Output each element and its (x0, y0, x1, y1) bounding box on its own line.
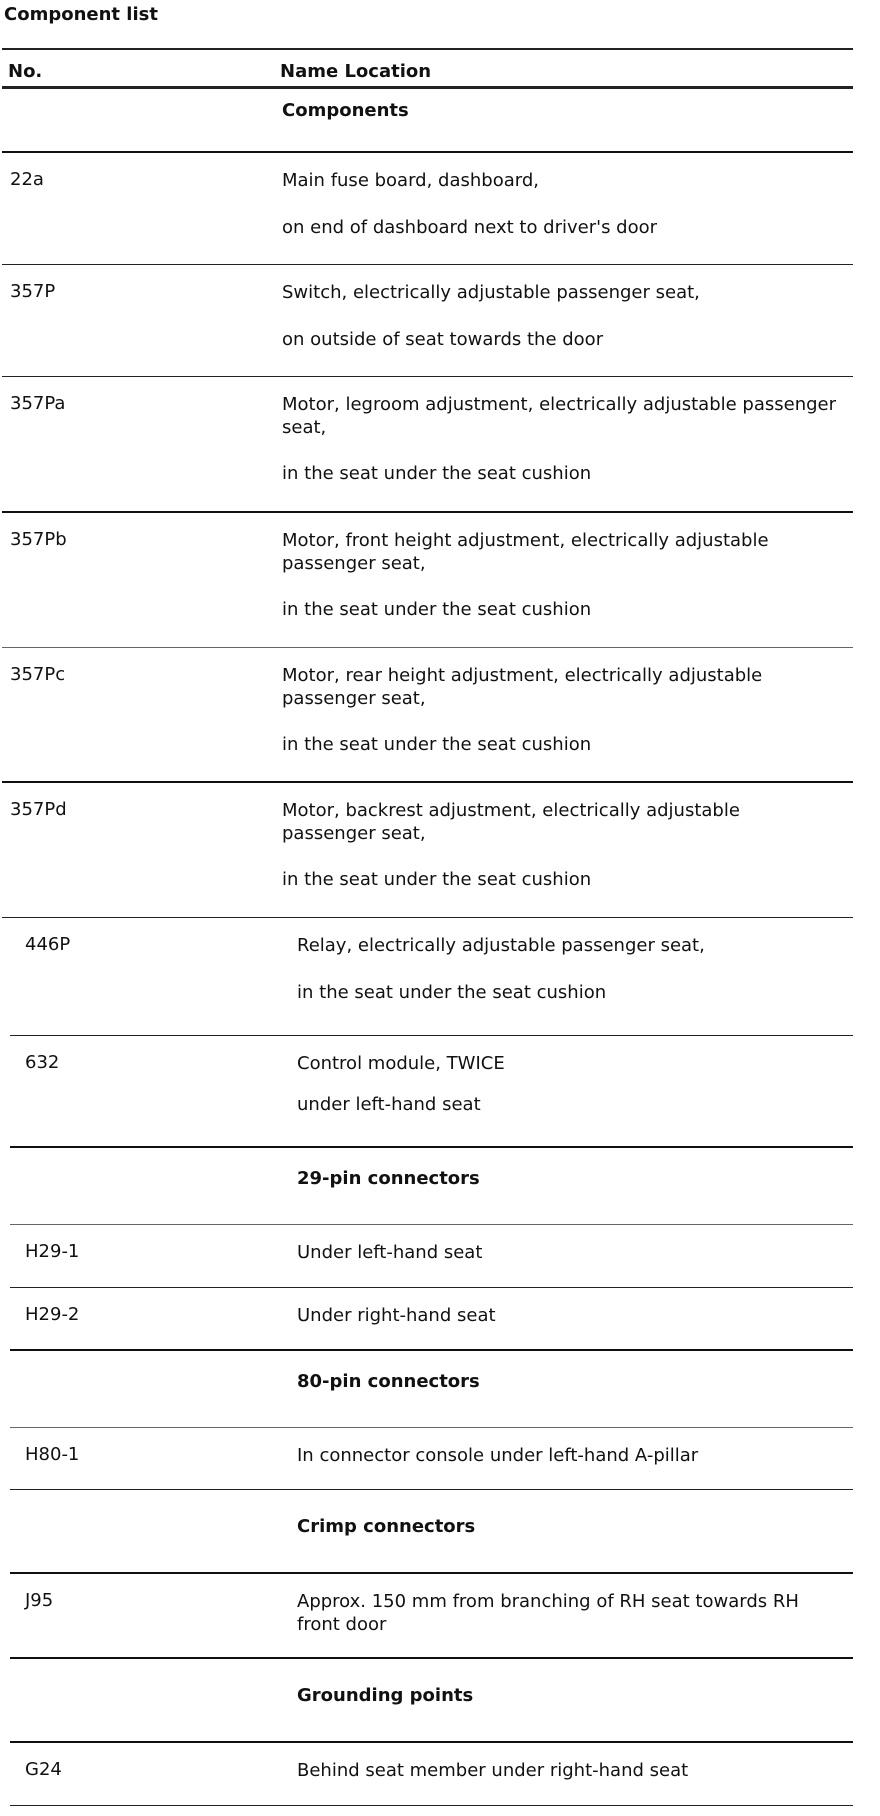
table-row (10, 1428, 853, 1490)
table-row (10, 1225, 853, 1288)
component-number: 357Pa (10, 393, 66, 414)
component-name: Motor, backrest adjustment, electrically adjustable passenger seat, (282, 800, 740, 844)
component-name: Switch, electrically adjustable passenger seat, (282, 282, 700, 303)
component-location: under left-hand seat (297, 1094, 481, 1115)
connector-number: J95 (25, 1590, 54, 1611)
component-location: in the seat under the seat cushion (282, 599, 592, 620)
component-name: Control module, TWICE (297, 1053, 505, 1074)
connector-location: In connector console under left-hand A-pillar (297, 1445, 699, 1466)
connector-location: Under right-hand seat (297, 1305, 496, 1326)
component-name: Motor, front height adjustment, electrically adjustable passenger seat, (282, 530, 769, 574)
component-number: 22a (10, 169, 44, 190)
connector-number: H29-1 (25, 1241, 80, 1262)
connector-number: H29-2 (25, 1304, 80, 1325)
component-name: Relay, electrically adjustable passenger seat, (297, 935, 705, 956)
table-row (2, 265, 853, 377)
column-header-no: No. (8, 61, 43, 82)
section-row-80-pin-connectors (10, 1351, 853, 1428)
component-location: in the seat under the seat cushion (282, 734, 592, 755)
section-row-components (2, 88, 853, 153)
table-row (10, 1288, 853, 1351)
component-location: on end of dashboard next to driver's door (282, 217, 658, 238)
table-row (2, 783, 853, 918)
section-row-crimp-connectors (10, 1490, 853, 1574)
header-top-rule (2, 48, 853, 50)
table-row (10, 1743, 853, 1806)
section-title: Crimp connectors (297, 1516, 476, 1537)
table-row (2, 377, 853, 513)
component-number: 446P (25, 934, 71, 955)
section-title: Grounding points (297, 1685, 474, 1706)
column-header-name-location: Name Location (280, 61, 432, 82)
connector-number: H80-1 (25, 1444, 80, 1465)
component-location: in the seat under the seat cushion (297, 982, 607, 1003)
component-location: in the seat under the seat cushion (282, 869, 592, 890)
connector-location: Under left-hand seat (297, 1242, 483, 1263)
table-row (2, 153, 853, 265)
component-number: 357Pd (10, 799, 67, 820)
table-row (10, 1574, 853, 1659)
component-name: Motor, rear height adjustment, electrically adjustable passenger seat, (282, 665, 763, 709)
grounding-point-number: G24 (25, 1759, 62, 1780)
component-location: in the seat under the seat cushion (282, 463, 592, 484)
document-title: Component list (4, 4, 158, 25)
component-location: on outside of seat towards the door (282, 329, 604, 350)
grounding-point-location: Behind seat member under right-hand seat (297, 1760, 689, 1781)
component-number: 357P (10, 281, 56, 302)
component-number: 632 (25, 1052, 60, 1073)
table-row (2, 513, 853, 648)
section-row-29-pin-connectors (10, 1148, 853, 1225)
table-row (10, 1036, 853, 1148)
section-row-grounding-points (10, 1659, 853, 1743)
component-number: 357Pb (10, 529, 67, 550)
table-row (10, 918, 853, 1036)
connector-location: Approx. 150 mm from branching of RH seat towards RH front door (297, 1591, 799, 1635)
component-name: Motor, legroom adjustment, electrically adjustable passenger seat, (282, 394, 837, 438)
section-title: 29-pin connectors (297, 1168, 480, 1189)
section-title: 80-pin connectors (297, 1371, 480, 1392)
section-title: Components (282, 100, 409, 121)
table-row (2, 648, 853, 783)
component-name: Main fuse board, dashboard, (282, 170, 539, 191)
component-number: 357Pc (10, 664, 66, 685)
